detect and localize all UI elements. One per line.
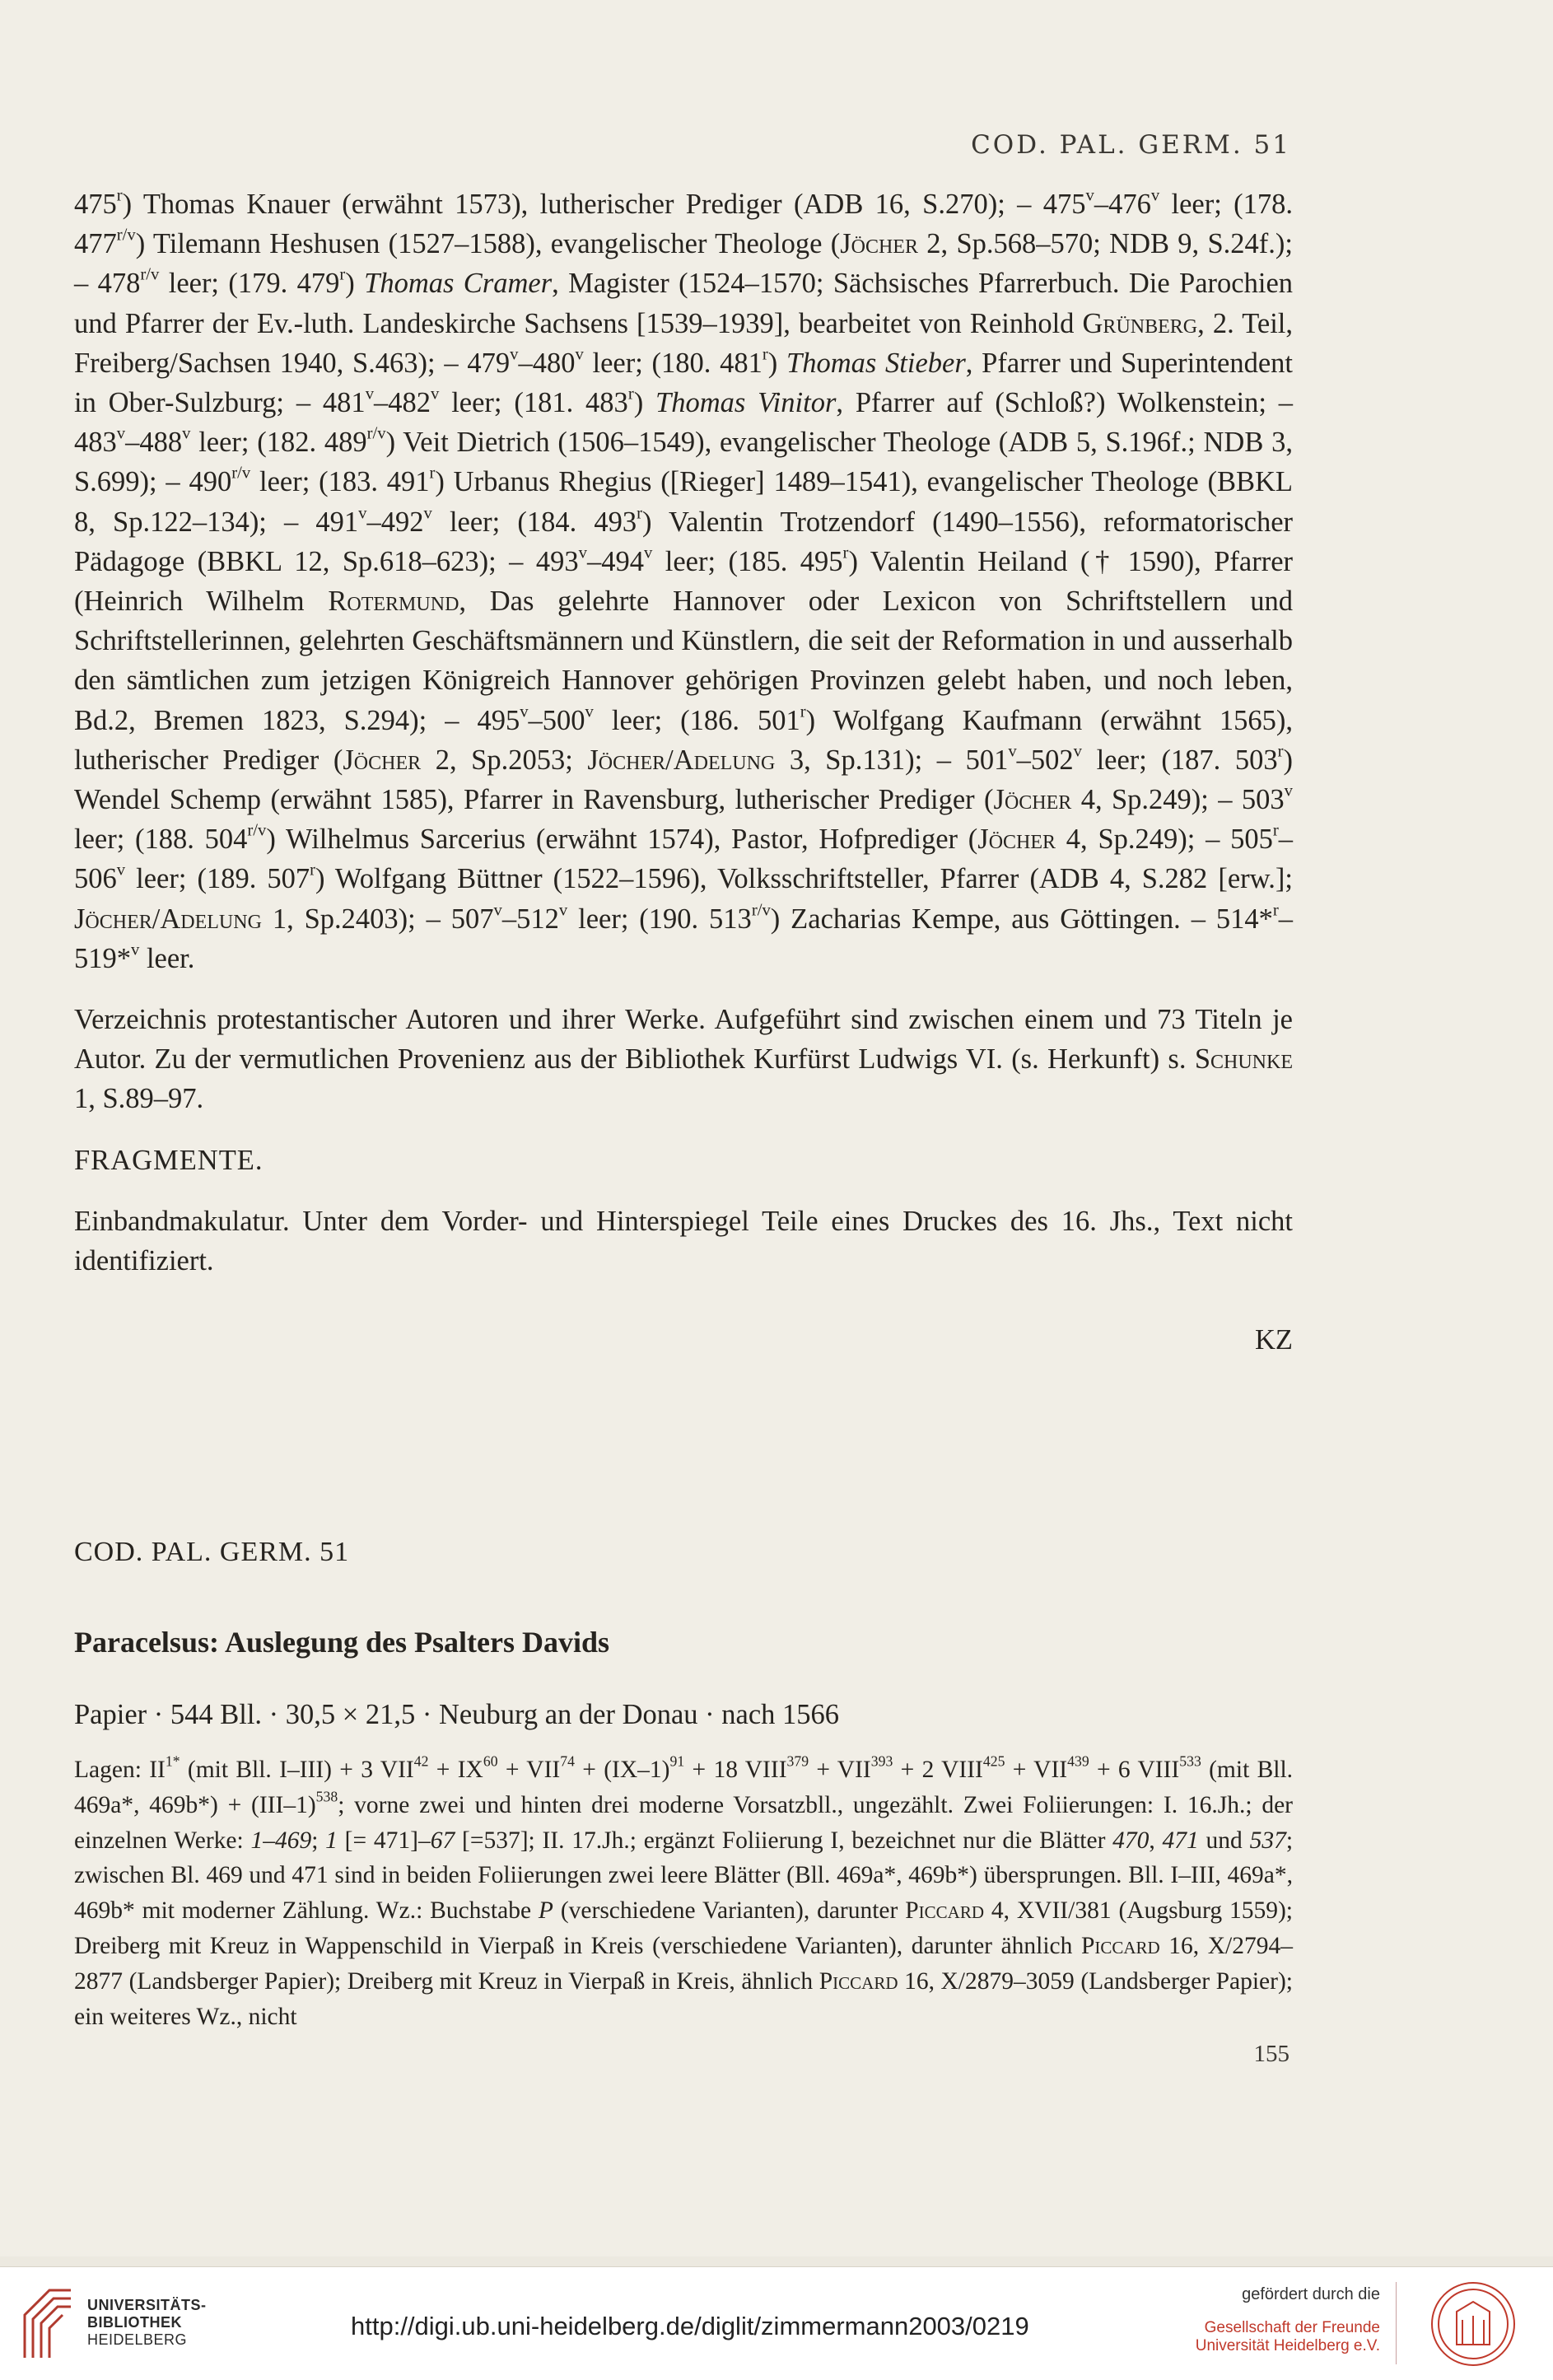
sponsor-lead: gefördert durch die (1242, 2285, 1380, 2303)
paragraph-fragments: Einbandmakulatur. Unter dem Vorder- und Hinterspiegel Teile eines Druckes des 16. Jhs., Text nicht identifiziert. (74, 1205, 1293, 1277)
library-line: BIBLIOTHEK (87, 2314, 182, 2331)
page-number: 155 (1253, 2041, 1290, 2067)
running-head: COD. PAL. GERM. 51 (971, 130, 1291, 160)
paragraph-entries: 475$^r$) Thomas Knauer (erwähnt 1573), lutherischer Prediger (ADB 16, S.270); – 475$^v$–476$^v$ leer; (178. $477^{r/v}$) Tilemann Heshusen (1527–1588), evangelischer Theologe (Jöcher 2, Sp.568–570; NDB 9, S.24f.); – $478^{r/v}$ leer; (179. 479$^r$) Thomas Cramer, Magister (1524–1570; Sächsisches Pfarrerbuch. Die Parochien und Pfarrer der Ev.-luth. Landeskirche Sachsens [1539–1939], bearbeitet von Reinhold Grünberg, 2. Teil, Freiberg/Sachsen 1940, S.463); – 479$^v$–480$^v$ leer; (180. 481$^r$) Thomas Stieber, Pfarrer und Superintendent in Ober-Sulzburg; – 481$^v$–482$^v$ leer; (181. 483$^r$) Thomas Vinitor, Pfarrer auf (Schloß?) Wolkenstein; – 483$^v$–488$^v$ leer; (182. $489^{r/v}$) Veit Dietrich (1506–1549), evangelischer Theologe (ADB 5, S.196f.; NDB 3, S.699); – $490^{r/v}$ leer; (183. 491$^r$) Urbanus Rhegius ([Rieger] 1489–1541), evangelischer Theologe (BBKL 8, Sp.122–134); – 491$^v$–492$^v$ leer; (184. 493$^r$) Valentin Trotzendorf (1490–1556), reformatorischer Pädagoge (BBKL 12, Sp.618–623); – 493$^v$–494$^v$ leer; (185. 495$^r$) Valentin Heiland († 1590), Pfarrer (Heinrich Wilhelm Rotermund, Das gelehrte Hannover oder Lexicon von Schriftstellern und Schriftstellerinnen, gelehrten Geschäftsmännern und Künstlern, die seit der Reformation in und ausserhalb den sämtlichen zum jetzigen Königreich Hannover gehörigen Provinzen gelebt haben, und noch leben, Bd.2, Bremen 1823, S.294); – 495$^v$–500$^v$ leer; (186. 501$^r$) Wolfgang Kaufmann (erwähnt 1565), lutherischer Prediger (Jöcher 2, Sp.2053; Jöcher/Adelung 3, Sp.131); – 501$^v$–502$^v$ leer; (187. 503$^r$) Wendel Schemp (erwähnt 1585), Pfarrer in Ravensburg, lutherischer Prediger (Jöcher 4, Sp.249); – 503$^v$ leer; (188. $504^{r/v}$) Wilhelmus Sarcerius (erwähnt 1574), Pastor, Hofprediger (Jöcher 4, Sp.249); – 505$^r$–506$^v$ leer; (189. 507$^r$) Wolfgang Büttner (1522–1596), Volksschriftsteller, Pfarrer (ADB 4, S.282 [erw.]; Jöcher/Adelung 1, Sp.2403); – 507$^v$–512$^v$ leer; (190. $513^{r/v}$) Zacharias Kempe, aus Göttingen. – 514*$^r$–519*$^v$ leer. (74, 186, 1294, 974)
document-body (74, 184, 1293, 2034)
university-seal-icon (1411, 2279, 1535, 2369)
university-library-logo-icon[interactable] (16, 2282, 79, 2364)
codex-meta: Papier · 544 Bll. · 30,5 × 21,5 · Neuburg an der Donau · nach 1566 (74, 1698, 840, 1730)
heading-fragmente: FRAGMENTE. (74, 1144, 263, 1176)
author-signature: KZ (1255, 1324, 1293, 1356)
footer-divider (1396, 2282, 1397, 2364)
footer-bar (0, 2266, 1553, 2380)
permalink-url[interactable]: http://digi.ub.uni-heidelberg.de/diglit/zimmermann2003/0219 (351, 2312, 1029, 2340)
sponsor-block[interactable] (1196, 2285, 1380, 2355)
paragraph-description: Verzeichnis protestantischer Autoren und ihrer Werke. Aufgeführt sind zwischen einem und 73 Titeln je Autor. Zu der vermutlichen Provenienz aus der Bibliothek Kurfürst Ludwigs VI. (s. Herkunft) s. Schunke 1, S.89–97. (74, 1004, 1293, 1115)
library-name (87, 2297, 207, 2349)
library-line: UNIVERSITÄTS- (87, 2297, 207, 2313)
codex-title: COD. PAL. GERM. 51 (74, 1537, 350, 1568)
lagen-description: Lagen: $II^{1*}$ (mit Bll. I–III) + 3 $VII^{42} + IX^{60} + VII^{74} + (IX-1)^{91} + 18$ $VIII^{379} + VII^{393} + 2$ $VIII^{425} + VII^{439} + 6$ VIII$^{533}$ (mit Bll. 469a*, $469b*) + (III-1)^{538}$; vorne zwei und hinten drei moderne Vorsatzbll., ungezählt. Zwei Foliierungen: I. 16.Jh.; der einzelnen Werke: 1–469; 1 [= 471]–67 [=537]; II. 17.Jh.; ergänzt Foliierung I, bezeichnet nur die Blätter 470, 471 und 537; zwischen Bl. 469 und 471 sind in beiden Foliierungen zwei leere Blätter (Bll. 469a*, 469b*) übersprungen. Bll. I–III, 469a*, 469b* mit moderner Zählung. Wz.: Buchstabe P (verschiedene Varianten), darunter Piccard 4, XVII/381 (Augsburg 1559); Dreiberg mit Kreuz in Wappenschild in Vierpaß in Kreis (verschiedene Varianten), darunter ähnlich Piccard 16, X/2794–2877 (Landsberger Papier); Dreiberg mit Kreuz in Vierpaß in Kreis, ähnlich Piccard 16, X/2879–3059 (Landsberger Papier); ein weiteres Wz., nicht (74, 1752, 1294, 2030)
work-title: Paracelsus: Auslegung des Psalters Davids (74, 1625, 610, 1659)
sponsor-org-line: Gesellschaft der Freunde (1204, 2319, 1380, 2336)
library-line: HEIDELBERG (87, 2331, 188, 2348)
sponsor-org-line: Universität Heidelberg e.V. (1195, 2337, 1380, 2354)
